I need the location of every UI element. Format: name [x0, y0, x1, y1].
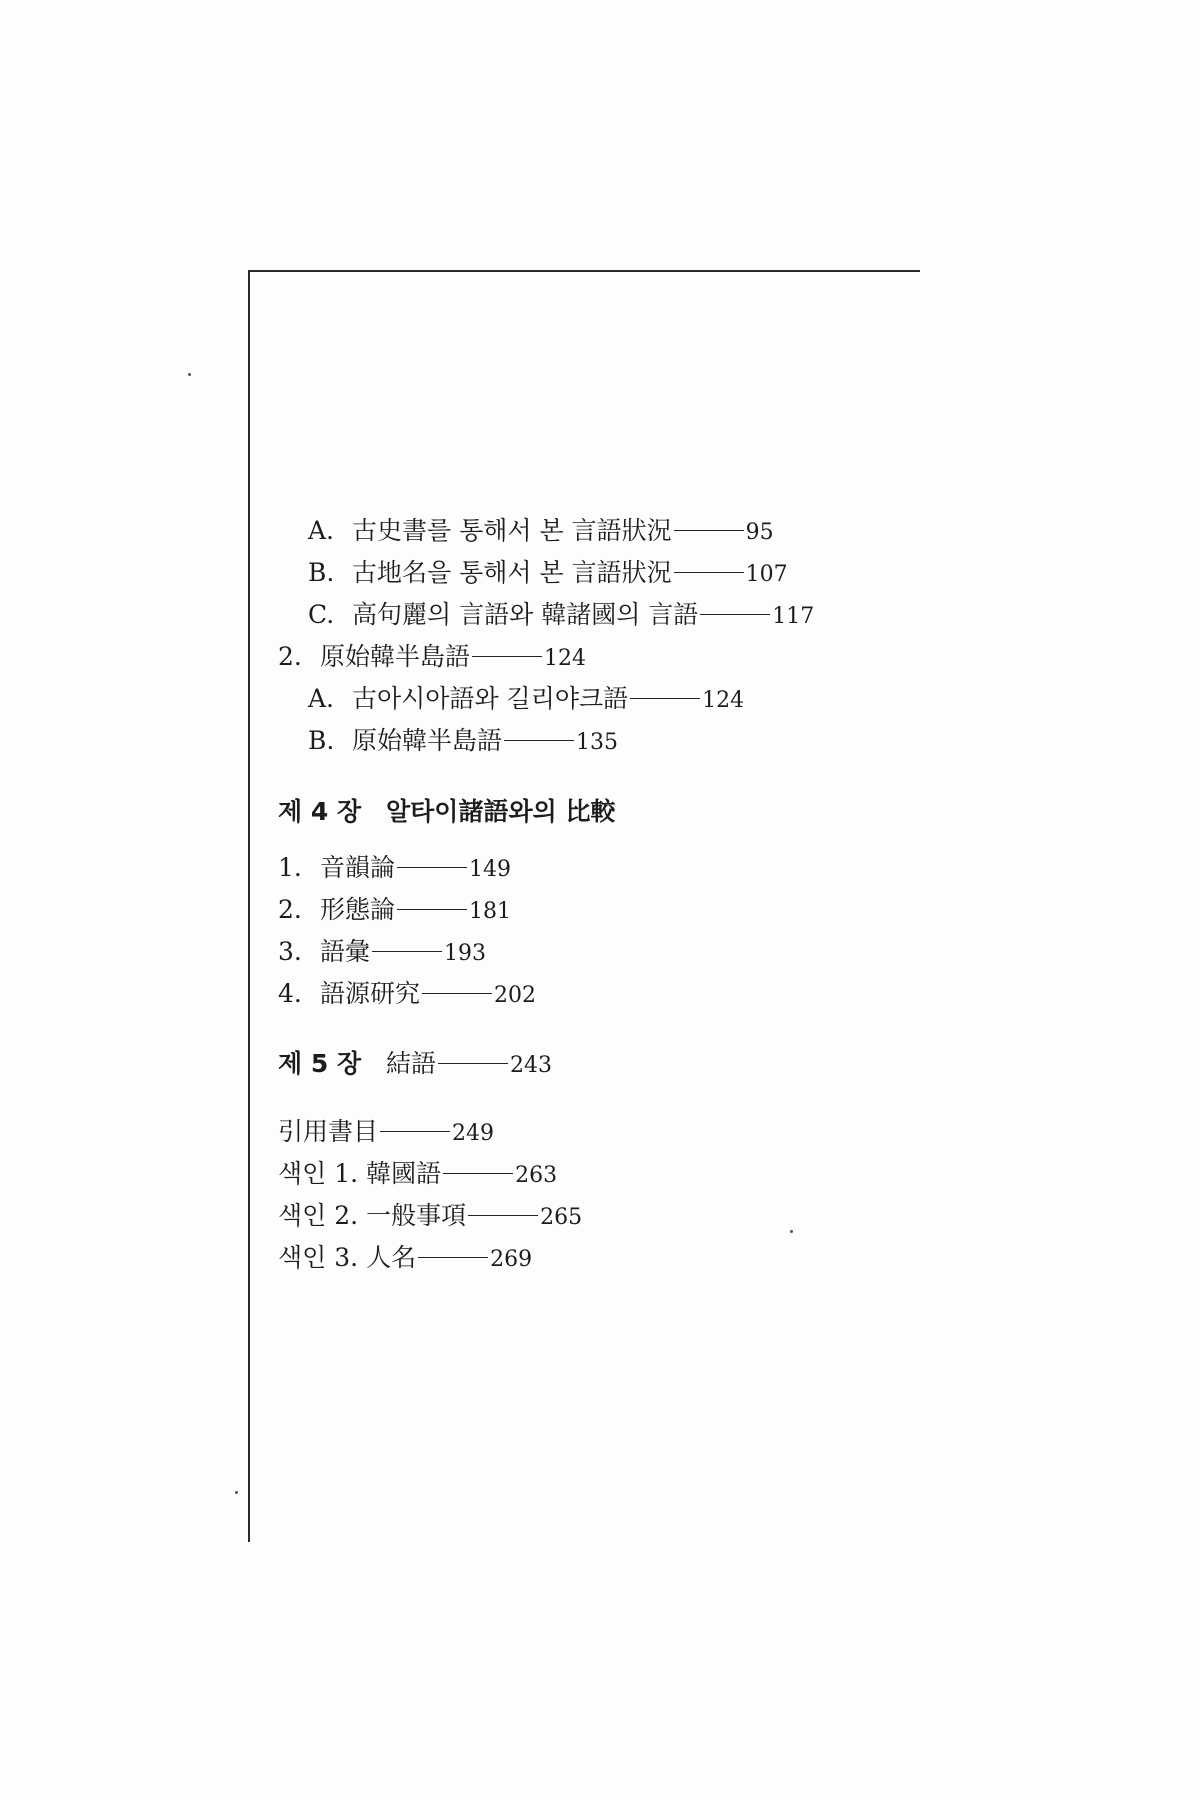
entry-title: 一般事項 — [366, 1201, 467, 1230]
entry-title: 古地名을 통해서 본 言語狀況 — [352, 558, 672, 587]
entry-number: A. — [308, 684, 335, 713]
toc-entry[interactable] — [278, 1200, 582, 1234]
entry-number: 2. — [278, 642, 302, 671]
toc-entry[interactable] — [278, 894, 511, 928]
entry-title: 古史書를 통해서 본 言語狀況 — [352, 516, 672, 545]
entry-title: 人名 — [366, 1243, 417, 1272]
chapter-page: 243 — [510, 1053, 553, 1078]
leader-dash — [418, 1257, 488, 1258]
leader-dash — [674, 572, 744, 573]
leader-dash — [630, 698, 700, 699]
leader-dash — [422, 993, 492, 994]
entry-title: 引用書目 — [278, 1117, 379, 1146]
paper-speck — [235, 1491, 238, 1494]
leader-dash — [372, 951, 442, 952]
toc-entry[interactable] — [308, 599, 814, 633]
entry-page: 181 — [469, 899, 512, 924]
entry-title: 原始韓半島語 — [352, 726, 503, 755]
toc-entry[interactable] — [278, 978, 536, 1012]
leader-dash — [504, 740, 574, 741]
chapter-label: 제 5 장 — [278, 1049, 362, 1078]
entry-number: 1. — [278, 853, 302, 882]
toc-entry[interactable] — [278, 641, 586, 675]
entry-page: 149 — [469, 857, 512, 882]
entry-page: 269 — [490, 1247, 533, 1272]
entry-title: 語彙 — [320, 937, 371, 966]
entry-title: 韓國語 — [366, 1159, 442, 1188]
toc-entry[interactable] — [308, 557, 788, 591]
entry-page: 249 — [452, 1121, 495, 1146]
entry-number: 색인 3. — [278, 1243, 359, 1272]
entry-title: 原始韓半島語 — [320, 642, 471, 671]
toc-entry[interactable] — [278, 1242, 532, 1276]
entry-page: 95 — [745, 520, 774, 545]
entry-title: 語源研究 — [320, 979, 421, 1008]
entry-number: 4. — [278, 979, 302, 1008]
entry-page: 263 — [515, 1163, 558, 1188]
entry-number: B. — [308, 726, 335, 755]
entry-number: A. — [308, 516, 335, 545]
chapter-label: 제 4 장 — [278, 797, 362, 826]
leader-dash — [438, 1063, 508, 1064]
entry-title: 高句麗의 言語와 韓諸國의 言語 — [352, 600, 699, 629]
toc-entry[interactable] — [278, 1116, 494, 1150]
chapter-title: 結語 — [386, 1049, 437, 1078]
chapter-heading[interactable] — [278, 1048, 552, 1082]
entry-number: 색인 2. — [278, 1201, 359, 1230]
toc-entry[interactable] — [308, 725, 618, 759]
entry-page: 135 — [576, 730, 619, 755]
chapter-heading[interactable] — [278, 796, 615, 828]
toc-entry[interactable] — [308, 683, 744, 717]
leader-dash — [397, 909, 467, 910]
entry-number: C. — [308, 600, 335, 629]
leader-dash — [472, 656, 542, 657]
entry-page: 265 — [540, 1205, 583, 1230]
left-rule — [248, 270, 250, 1542]
toc-entry[interactable] — [278, 936, 486, 970]
leader-dash — [397, 867, 467, 868]
toc-entry[interactable] — [278, 852, 511, 886]
paper-speck — [790, 1230, 793, 1233]
entry-page: 107 — [745, 562, 788, 587]
entry-number: 2. — [278, 895, 302, 924]
entry-page: 117 — [772, 604, 815, 629]
entry-title: 古아시아語와 길리야크語 — [352, 684, 629, 713]
toc-entry[interactable] — [278, 1158, 557, 1192]
entry-number: 3. — [278, 937, 302, 966]
leader-dash — [443, 1173, 513, 1174]
leader-dash — [380, 1131, 450, 1132]
leader-dash — [674, 530, 744, 531]
top-rule — [248, 270, 920, 272]
entry-page: 202 — [494, 983, 537, 1008]
paper-speck — [188, 373, 191, 376]
toc-entry[interactable] — [308, 515, 774, 549]
leader-dash — [468, 1215, 538, 1216]
entry-page: 124 — [544, 646, 587, 671]
entry-title: 音韻論 — [320, 853, 396, 882]
entry-number: B. — [308, 558, 335, 587]
entry-title: 形態論 — [320, 895, 396, 924]
entry-number: 색인 1. — [278, 1159, 359, 1188]
leader-dash — [700, 614, 770, 615]
chapter-title: 알타이諸語와의 比較 — [386, 797, 616, 826]
entry-page: 124 — [702, 688, 745, 713]
entry-page: 193 — [444, 941, 487, 966]
